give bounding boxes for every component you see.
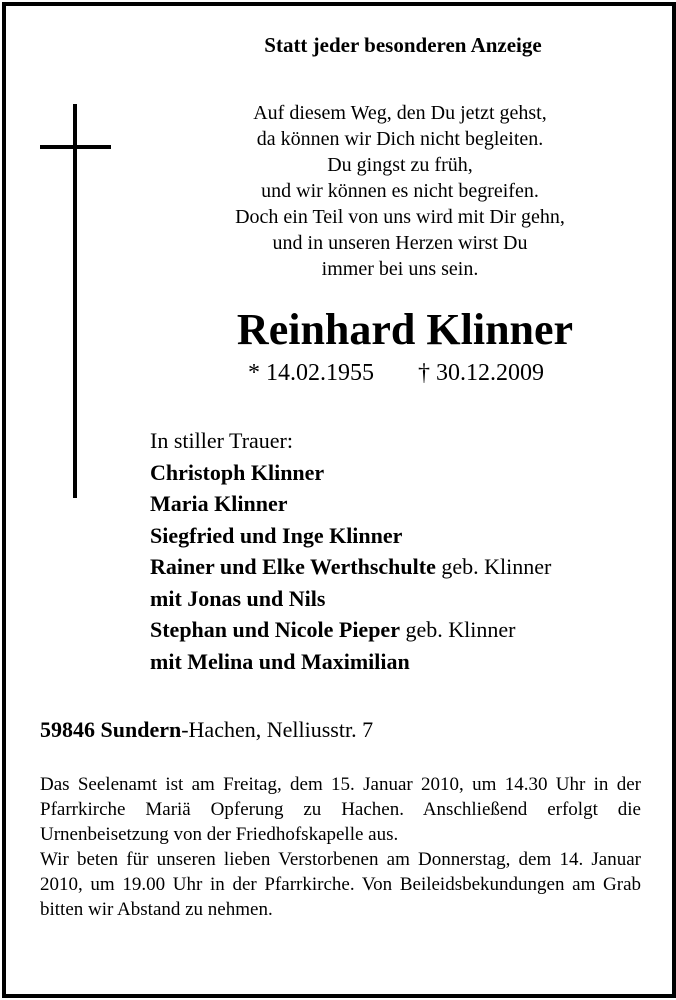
- mourner-name: mit Melina und Maximilian: [150, 648, 410, 674]
- funeral-notice: [40, 772, 641, 922]
- death-date: 30.12.2009: [436, 360, 544, 386]
- life-dates: [248, 357, 544, 389]
- mourner-name: Maria Klinner: [150, 491, 288, 516]
- header-text: Statt jeder besonderen Anzeige: [264, 33, 542, 57]
- mourner-line: [150, 614, 551, 646]
- birth-date: 14.02.1955: [266, 360, 374, 386]
- mourners-list: [150, 425, 551, 677]
- mourner-line: [150, 646, 551, 678]
- poem-line: und in unseren Herzen wirst Du: [272, 232, 528, 254]
- mourners-intro: In stiller Trauer:: [150, 428, 293, 453]
- mourner-line: [150, 457, 551, 489]
- address-city: 59846 Sundern: [40, 717, 182, 742]
- address-street: -Hachen, Nelliusstr. 7: [181, 717, 374, 742]
- notice-paragraph: Wir beten für unseren lieben Verstorbenen am Donnerstag, dem 14. Januar 2010, um 19.00 Uhr in der Pfarrkirche. Von Beileidsbekundungen am Grab bitten wir Abstand zu nehmen.: [40, 849, 641, 920]
- mourner-line: [150, 520, 551, 552]
- cross-vertical-bar: [73, 104, 77, 498]
- mourner-name: mit Jonas und Nils: [150, 585, 326, 611]
- poem-line: immer bei uns sein.: [321, 258, 479, 280]
- deceased-name: Reinhard Klinner: [236, 305, 574, 354]
- notice-paragraph: Das Seelenamt ist am Freitag, dem 15. Januar 2010, um 14.30 Uhr in der Pfarrkirche Mariä Opferung zu Hachen. Anschließend erfolgt die Urnenbeisetzung von der Friedhofskapelle aus.: [40, 774, 641, 845]
- address: [40, 715, 373, 745]
- birth-star-icon: *: [248, 360, 260, 386]
- mourner-name: Rainer und Elke Werthschulte: [150, 554, 436, 579]
- poem: [170, 100, 630, 282]
- mourner-note: geb. Klinner: [399, 617, 516, 642]
- mourner-name: Christoph Klinner: [150, 459, 325, 485]
- cross-horizontal-bar: [40, 145, 111, 149]
- poem-line: Doch ein Teil von uns wird mit Dir gehn,: [235, 206, 565, 228]
- mourner-line: [150, 551, 551, 583]
- poem-line: und wir können es nicht begreifen.: [261, 180, 539, 202]
- poem-line: Auf diesem Weg, den Du jetzt gehst,: [253, 102, 547, 124]
- mourner-name: Stephan und Nicole Pieper: [150, 617, 400, 642]
- mourner-line: [150, 488, 551, 520]
- poem-line: Du gingst zu früh,: [327, 154, 473, 176]
- mourner-name: Siegfried und Inge Klinner: [150, 522, 403, 548]
- mourner-line: [150, 583, 551, 615]
- mourner-note: geb. Klinner: [435, 554, 552, 579]
- death-cross-icon: †: [418, 360, 430, 386]
- poem-line: da können wir Dich nicht begleiten.: [256, 128, 544, 150]
